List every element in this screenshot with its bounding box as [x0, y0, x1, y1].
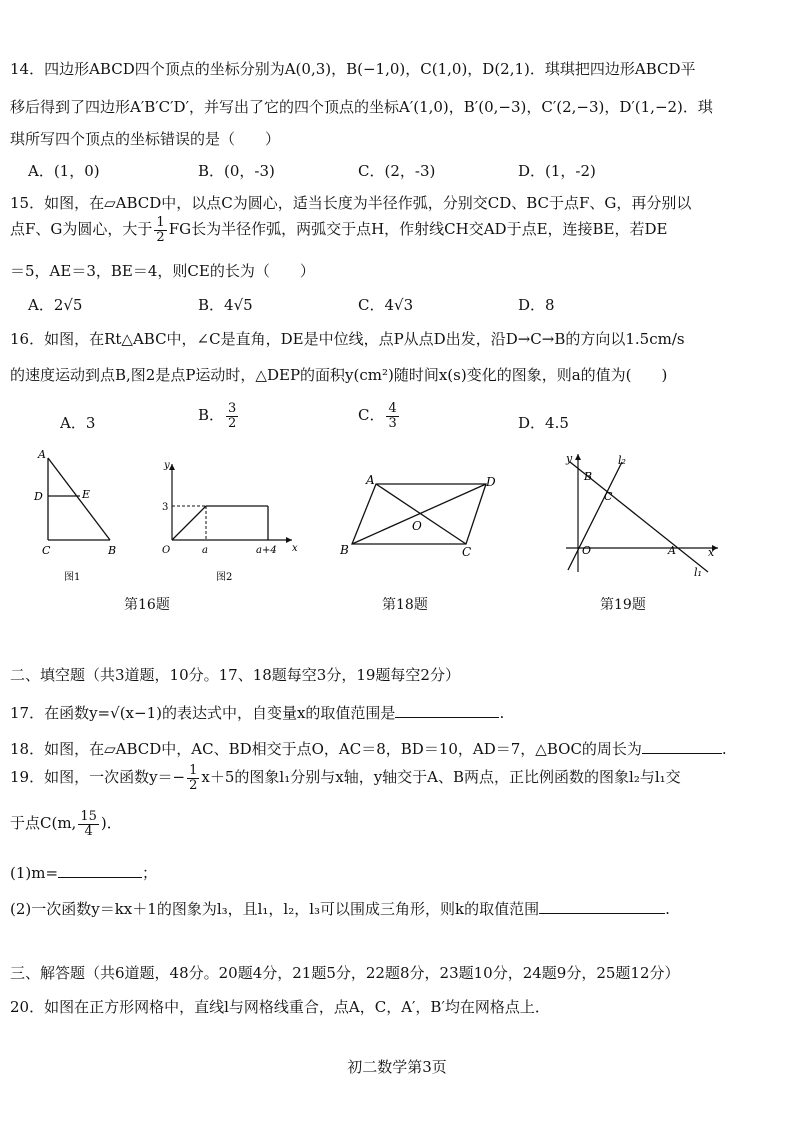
fig2-label-o: O [162, 545, 171, 556]
page-footer: 初二数学第3页 [347, 1058, 447, 1076]
q16-line2: 的速度运动到点B,图2是点P运动时，△DEP的面积y(cm²)随时间x(s)变化的图象，则a的值为( ) [10, 366, 668, 384]
fig2-label-a: a [202, 545, 208, 556]
fig19-label-l1: l₁ [694, 566, 702, 579]
q14-line1: 14．四边形ABCD四个顶点的坐标分别为A(0,3)，B(−1,0)，C(1,0)，D(2,1)．琪琪把四边形ABCD平 [10, 60, 696, 78]
q15-option-c: C．4√3 [358, 296, 414, 314]
q14-option-c: C．(2，-3) [358, 162, 436, 180]
fig19-label-x: x [708, 546, 715, 559]
q16-option-d: D．4.5 [518, 414, 569, 432]
fig18-label-o: O [412, 519, 422, 533]
q15-option-d: D．8 [518, 296, 555, 314]
q15-line3: ＝5，AE＝3，BE＝4，则CE的长为（ ） [10, 262, 315, 280]
fig1-caption: 图1 [64, 572, 81, 583]
fig19-label-b: B [584, 470, 593, 483]
q16-option-b: B． $\frac{3}{2}$ [198, 401, 237, 431]
q15-option-a: A．2√5 [28, 296, 83, 314]
caption-q19: 第19题 [600, 597, 646, 613]
fig1-label-a: A [38, 448, 46, 461]
fig1-label-c: C [42, 544, 51, 557]
fig18-label-a: A [366, 473, 375, 487]
fig2-label-3: 3 [162, 502, 169, 513]
q15-line1: 15．如图，在▱ABCD中，以点C为圆心，适当长度为半径作弧，分别交CD、BC于点F、G，再分别以 [10, 194, 692, 212]
fig18-label-b: B [340, 543, 349, 557]
q14-option-d: D．(1，-2) [518, 162, 596, 180]
q19-part1: (1)m= ； [10, 864, 158, 882]
section2-title: 二、填空题（共3道题，10分。17、18题每空3分，19题每空2分） [10, 666, 460, 684]
q14-line3: 琪所写四个顶点的坐标错误的是（ ） [10, 130, 281, 148]
figure-19 [560, 450, 730, 580]
q14-option-b: B．(0，-3) [198, 162, 275, 180]
caption-q16: 第16题 [124, 597, 170, 613]
q14-option-a: A．(1，0) [28, 162, 100, 180]
q15-line2: 点F、G为圆心，大于 $\frac{1}{2}$ FG长为半径作弧，两弧交于点H，作射线CH交AD于点E，连接BE，若DE [10, 215, 668, 245]
q17: 17．在函数y=√(x−1)的表达式中，自变量x的取值范围是 . [10, 704, 505, 722]
fig1-label-d: D [34, 490, 43, 503]
fig19-label-a: A [668, 544, 676, 557]
q19-part2: (2)一次函数y＝kx＋1的图象为l₃，且l₁，l₂，l₃可以围成三角形，则k的取值范围 . [10, 900, 670, 918]
fig19-label-y: y [566, 452, 573, 465]
fig18-label-c: C [462, 545, 472, 559]
fig19-label-o: O [582, 544, 592, 557]
q14-line2: 移后得到了四边形A′B′C′D′，并写出了它的四个顶点的坐标A′(1,0)，B′(0,−3)，C′(2,−3)，D′(1,−2)．琪 [10, 98, 713, 116]
figure-16-2 [150, 458, 300, 588]
fig19-label-c: C [604, 490, 613, 503]
q18: 18．如图，在▱ABCD中，AC、BD相交于点O，AC＝8，BD＝10，AD＝7，△BOC的周长为 . [10, 740, 727, 758]
figure-18 [336, 470, 516, 560]
fig2-label-a4: a+4 [256, 545, 277, 556]
fig2-caption: 图2 [216, 572, 233, 583]
caption-q18: 第18题 [382, 597, 428, 613]
section3-title: 三、解答题（共6道题，48分。20题4分，21题5分，22题8分，23题10分，24题9分，25题12分） [10, 964, 680, 982]
fig2-label-x: x [292, 543, 298, 554]
fig1-label-e: E [82, 488, 91, 501]
fig19-label-l2: l₂ [618, 454, 626, 467]
fig2-label-y: y [164, 460, 170, 471]
figure-16-1 [28, 448, 128, 588]
q19-line1: 19．如图，一次函数y＝− $\frac{1}{2}$ x＋5的图象l₁分别与x轴，y轴交于A、B两点，正比例函数的图象l₂与l₁交 [10, 763, 681, 793]
q19-line2: 于点C(m, $\frac{15}{4}$ )． [10, 809, 122, 839]
q16-option-c: C． $\frac{4}{3}$ [358, 401, 397, 431]
q16-line1: 16．如图，在Rt△ABC中，∠C是直角，DE是中位线，点P从点D出发，沿D→C→B的方向以1.5cm/s [10, 330, 685, 348]
q16-option-a: A．3 [60, 414, 96, 432]
q20: 20．如图在正方形网格中，直线l与网格线重合，点A，C，A′，B′均在网格点上． [10, 998, 550, 1016]
fig18-label-d: D [486, 475, 496, 489]
q15-option-b: B．4√5 [198, 296, 253, 314]
fig1-label-b: B [108, 544, 117, 557]
